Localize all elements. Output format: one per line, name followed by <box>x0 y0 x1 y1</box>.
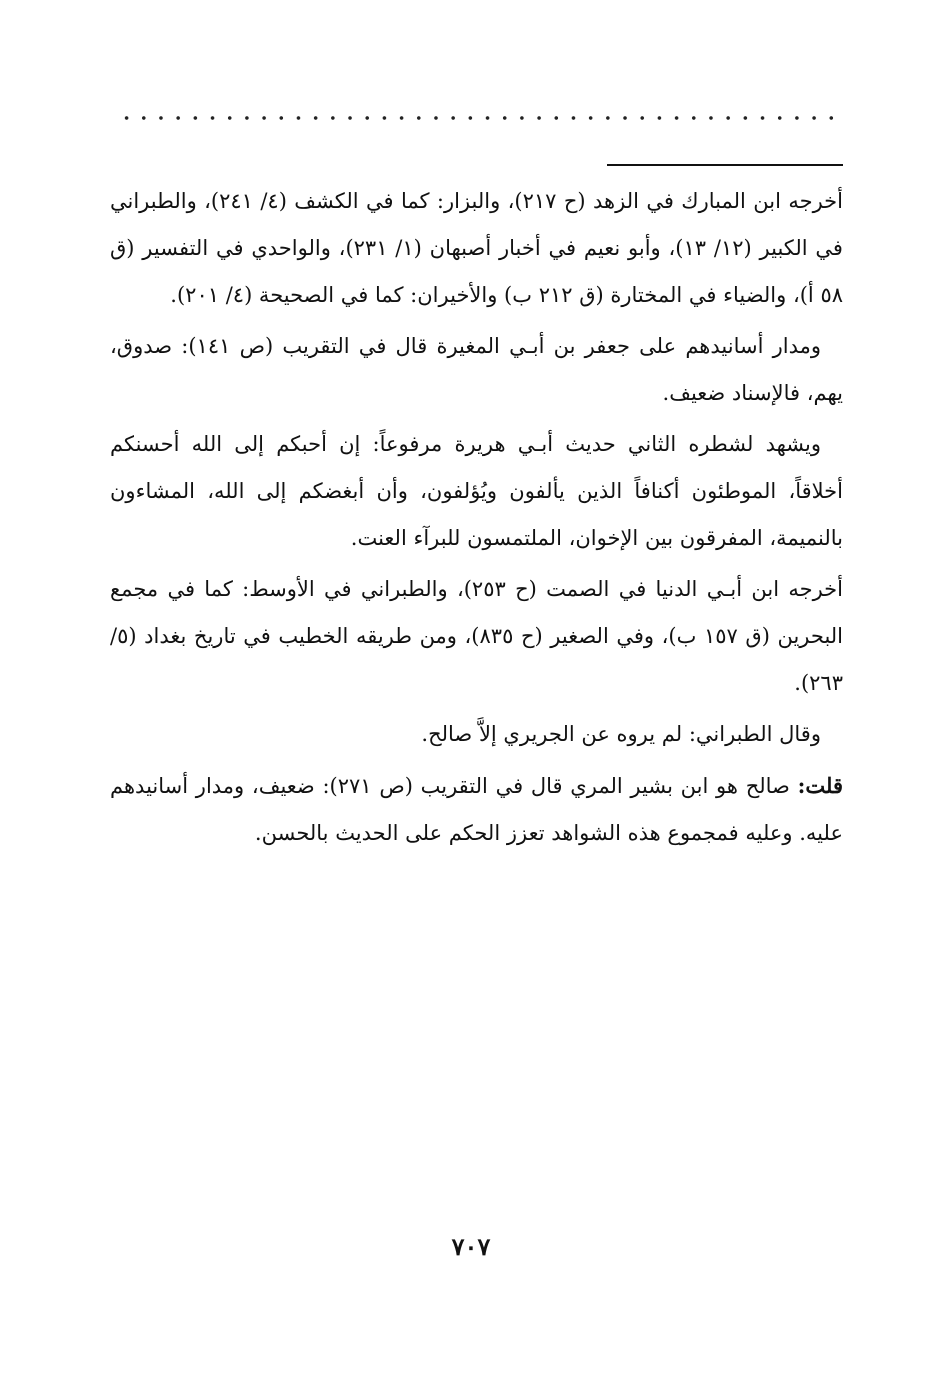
paragraph-takhrij-2: أخرجه ابن أبـي الدنيا في الصمت (ح ٢٥٣)، والطبراني في الأوسط: كما في مجمع البحرين (ق ١٥٧ ب)، وفي الصغير (ح ٨٣٥)، ومن طريقه الخطيب في تاريخ بغداد (٥/ ٢٦٣). <box>110 577 844 695</box>
paragraph-conclusion <box>110 762 843 857</box>
page-number: ٧٠٧ <box>451 1232 491 1261</box>
footnote-rule <box>607 164 843 166</box>
paragraph-isnad: ومدار أسانيدهم على جعفر بن أبـي المغيرة قال في التقريب (ص ١٤١): صدوق، يهم، فالإسناد ضعيف. <box>110 334 843 405</box>
paragraph-tabarani: وقال الطبراني: لم يروه عن الجريري إلاَّ صالح. <box>421 722 821 746</box>
dotted-separator <box>118 114 842 122</box>
footnote-text <box>110 178 843 861</box>
conclusion-label: قلت: <box>797 773 843 798</box>
conclusion-text: صالح هو ابن بشير المري قال في التقريب (ص ٢٧١): ضعيف، ومدار أسانيدهم عليه. وعليه فمجموع هذه الشواهد تعزز الحكم على الحديث بالحسن. <box>110 774 843 845</box>
paragraph-takhrij-1: أخرجه ابن المبارك في الزهد (ح ٢١٧)، والبزار: كما في الكشف (٤/ ٢٤١)، والطبراني في الكبير (١٢/ ١٣)، وأبو نعيم في أخبار أصبهان (١/ ٢٣١)، والواحدي في التفسير (ق ٥٨ أ)، والضياء في المختارة (ق ٢١٢ ب) والأخيران: كما في الصحيحة (٤/ ٢٠١). <box>110 189 843 307</box>
paragraph-shahid: ويشهد لشطره الثاني حديث أبـي هريرة مرفوعاً: إن أحبكم إلى الله أحسنكم أخلاقاً، الموطئون أكنافاً الذين يألفون ويُؤلفون، وأن أبغضكم إلى الله، المشاءون بالنميمة، المفرقون بين الإخوان، الملتمسون للبرآء العنت. <box>110 432 843 550</box>
